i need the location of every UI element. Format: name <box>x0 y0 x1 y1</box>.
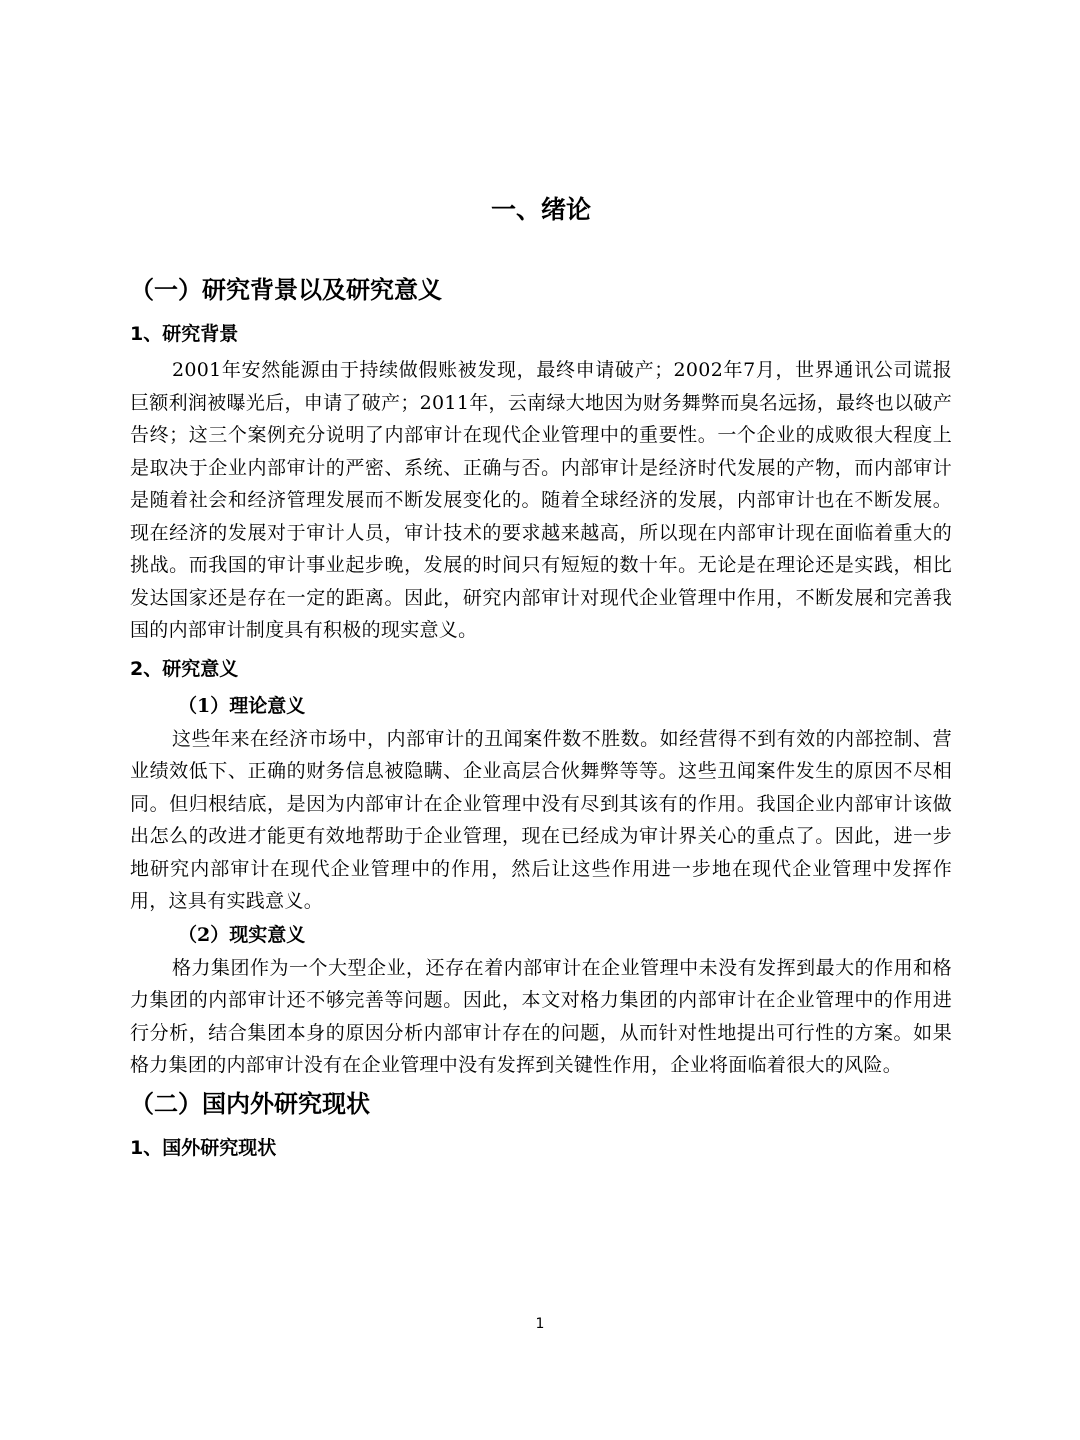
chapter-title: 一、绪论 <box>490 195 591 224</box>
subsection-title-background: 1、研究背景 <box>130 323 239 345</box>
paragraph-practice: 格力集团作为一个大型企业，还存在着内部审计在企业管理中未没有发挥到最大的作用和格力集团的内部审计还不够完善等问题。因此，本文对格力集团的内部审计在企业管理中的作用进行分析，结合集团本身的原因分析内部审计存在的问题，从而针对性地提出可行性的方案。如果格力集团的内部审计没有在企业管理中没有发挥到关键性作用，企业将面临着很大的风险。 <box>130 956 952 1076</box>
subsection-title-foreign-status: 1、国外研究现状 <box>130 1136 277 1159</box>
subsubsection-title-practice: （2）现实意义 <box>178 923 306 946</box>
paragraph-theory: 这些年来在经济市场中，内部审计的丑闻案件数不胜数。如经营得不到有效的内部控制、营业绩效低下、正确的财务信息被隐瞒、企业高层合伙舞弊等等。这些丑闻案件发生的原因不尽相同。但归根结底，是因为内部审计在企业管理中没有尽到其该有的作用。我国企业内部审计该做出怎么的改进才能更有效地帮助于企业管理，现在已经成为审计界关心的重点了。因此，进一步地研究内部审计在现代企业管理中的作用，然后让这些作用进一步地在现代企业管理中发挥作用，这具有实践意义。 <box>130 727 952 912</box>
page-number: 1 <box>535 1316 545 1332</box>
section-title-research-status: （二）国内外研究现状 <box>130 1089 370 1118</box>
subsubsection-title-theory: （1）理论意义 <box>178 694 306 717</box>
page-content <box>130 190 952 1168</box>
section-title-research-background: （一）研究背景以及研究意义 <box>130 276 442 304</box>
subsection-title-significance: 2、研究意义 <box>130 657 239 680</box>
paragraph-background: 2001年安然能源由于持续做假账被发现，最终申请破产；2002年7月，世界通讯公司谎报巨额利润被曝光后，申请了破产；2011年，云南绿大地因为财务舞弊而臭名远扬，最终也以破产告终；这三个案例充分说明了内部审计在现代企业管理中的重要性。一个企业的成败很大程度上是取决于企业内部审计的严密、系统、正确与否。内部审计是经济时代发展的产物，而内部审计是随着社会和经济管理发展而不断发展变化的。随着全球经济的发展，内部审计也在不断发展。现在经济的发展对于审计人员，审计技术的要求越来越高，所以现在内部审计现在面临着重大的挑战。而我国的审计事业起步晚，发展的时间只有短短的数十年。无论是在理论还是实践，相比发达国家还是存在一定的距离。因此，研究内部审计对现代企业管理中作用，不断发展和完善我国的内部审计制度具有积极的现实意义。 <box>130 359 952 641</box>
